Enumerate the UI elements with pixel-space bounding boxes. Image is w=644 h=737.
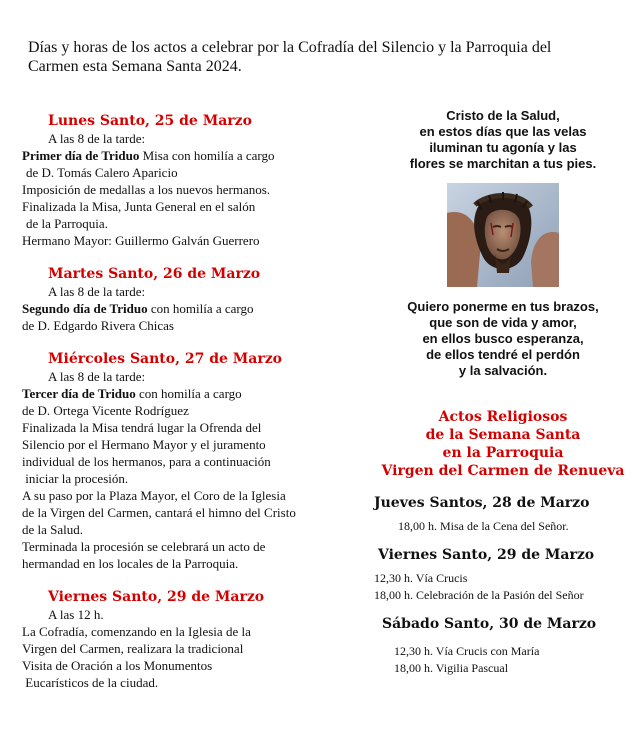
monday-line: Finalizada la Misa, Junta General en el salón [22,199,256,214]
friday-line: La Cofradía, comenzando en la Iglesia de la [22,624,251,639]
poem-line: que son de vida y amor, [429,315,577,330]
monday-line: de D. Tomás Calero Aparicio [26,165,178,180]
monday-line [22,147,352,164]
wednesday-line [22,385,352,402]
saturday-item: 18,00 h. Vigilia Pascual [394,661,509,675]
poem-line: de ellos tendré el perdón [426,347,580,362]
poem-stanza-2 [372,299,634,379]
saturday-item: 12,30 h. Vía Crucis con María [394,644,540,658]
tuesday-bold-lead: Segundo día de Triduo [22,301,148,316]
poem-line: Quiero ponerme en tus brazos, [407,299,599,314]
monday-title: Lunes Santo, 25 de Marzo [48,113,252,129]
friday-acts-item: 12,30 h. Vía Crucis [374,571,468,585]
christ-image [447,183,559,287]
friday-line: Visita de Oración a los Monumentos [22,658,213,673]
monday-time: A las 8 de la tarde: [48,131,146,146]
tuesday-time: A las 8 de la tarde: [48,284,146,299]
poem-line: flores se marchitan a tus pies. [409,156,597,171]
acts-title-line: en la Parroquia [442,445,564,461]
wednesday-bold-lead: Tercer día de Triduo [22,386,136,401]
wednesday-title: Miércoles Santo, 27 de Marzo [48,351,283,367]
monday-line: Imposición de medallas a los nuevos hermanos. [22,182,271,197]
poem-line: iluminan tu agonía y las [429,140,577,155]
intro-line: Carmen esta Semana Santa 2024. [28,58,242,75]
left-schedule [22,112,352,691]
wednesday-line: de D. Ortega Vicente Rodríguez [22,403,189,418]
monday-line1-rest: Misa con homilía a cargo [139,148,275,163]
poem-stanza-1 [372,108,634,172]
wednesday-line1-rest: con homilía a cargo [135,386,242,401]
poem-line: Cristo de la Salud, [446,108,560,123]
poem-line: en ellos busco esperanza, [422,331,584,346]
monday-line: de la Parroquia. [26,216,108,231]
wednesday-line: Finalizada la Misa tendrá lugar la Ofrenda del [22,420,262,435]
acts-title-line: de la Semana Santa [425,427,581,443]
acts-title-line: Actos Religiosos [438,409,568,425]
poem-line: en estos días que las velas [419,124,587,139]
thursday-item: 18,00 h. Misa de la Cena del Señor. [398,519,569,533]
friday-title: Viernes Santo, 29 de Marzo [48,589,265,605]
friday-acts-title: Viernes Santo, 29 de Marzo [378,547,595,563]
wednesday-line: individual de los hermanos, para a continuación [22,454,271,469]
wednesday-time: A las 8 de la tarde: [48,369,146,384]
friday-line: Virgen del Carmen, realizara la tradicional [22,641,244,656]
intro-text [28,38,618,76]
tuesday-line1-rest: con homilía a cargo [147,301,254,316]
friday-time: A las 12 h. [48,607,104,622]
wednesday-line: hermandad en los locales de la Parroquia. [22,556,239,571]
tuesday-title: Martes Santo, 26 de Marzo [48,266,261,282]
poem-line: y la salvación. [458,363,548,378]
wednesday-line: Silencio por el Hermano Mayor y el juramento [22,437,266,452]
monday-bold-lead: Primer día de Triduo [22,148,140,163]
right-column [372,108,634,677]
wednesday-line: de la Virgen del Carmen, cantará el himno del Cristo [22,505,296,520]
saturday-title: Sábado Santo, 30 de Marzo [382,616,597,632]
monday-line: Hermano Mayor: Guillermo Galván Guerrero [22,233,260,248]
wednesday-line: Terminada la procesión se celebrará un acto de [22,539,266,554]
tuesday-line: de D. Edgardo Rivera Chicas [22,318,174,333]
wednesday-line: A su paso por la Plaza Mayor, el Coro de la Iglesia [22,488,286,503]
friday-acts-item: 18,00 h. Celebración de la Pasión del Señor [374,588,584,602]
intro-line: Días y horas de los actos a celebrar por la Cofradía del Silencio y la Parroquia del [28,39,552,56]
tuesday-line [22,300,352,317]
friday-line: Eucarísticos de la ciudad. [22,675,159,690]
thursday-title: Jueves Santos, 28 de Marzo [374,495,590,511]
wednesday-line: de la Salud. [22,522,84,537]
acts-title-line: Virgen del Carmen de Renueva [381,463,625,479]
wednesday-line: iniciar la procesión. [22,471,129,486]
acts-title [372,408,634,480]
